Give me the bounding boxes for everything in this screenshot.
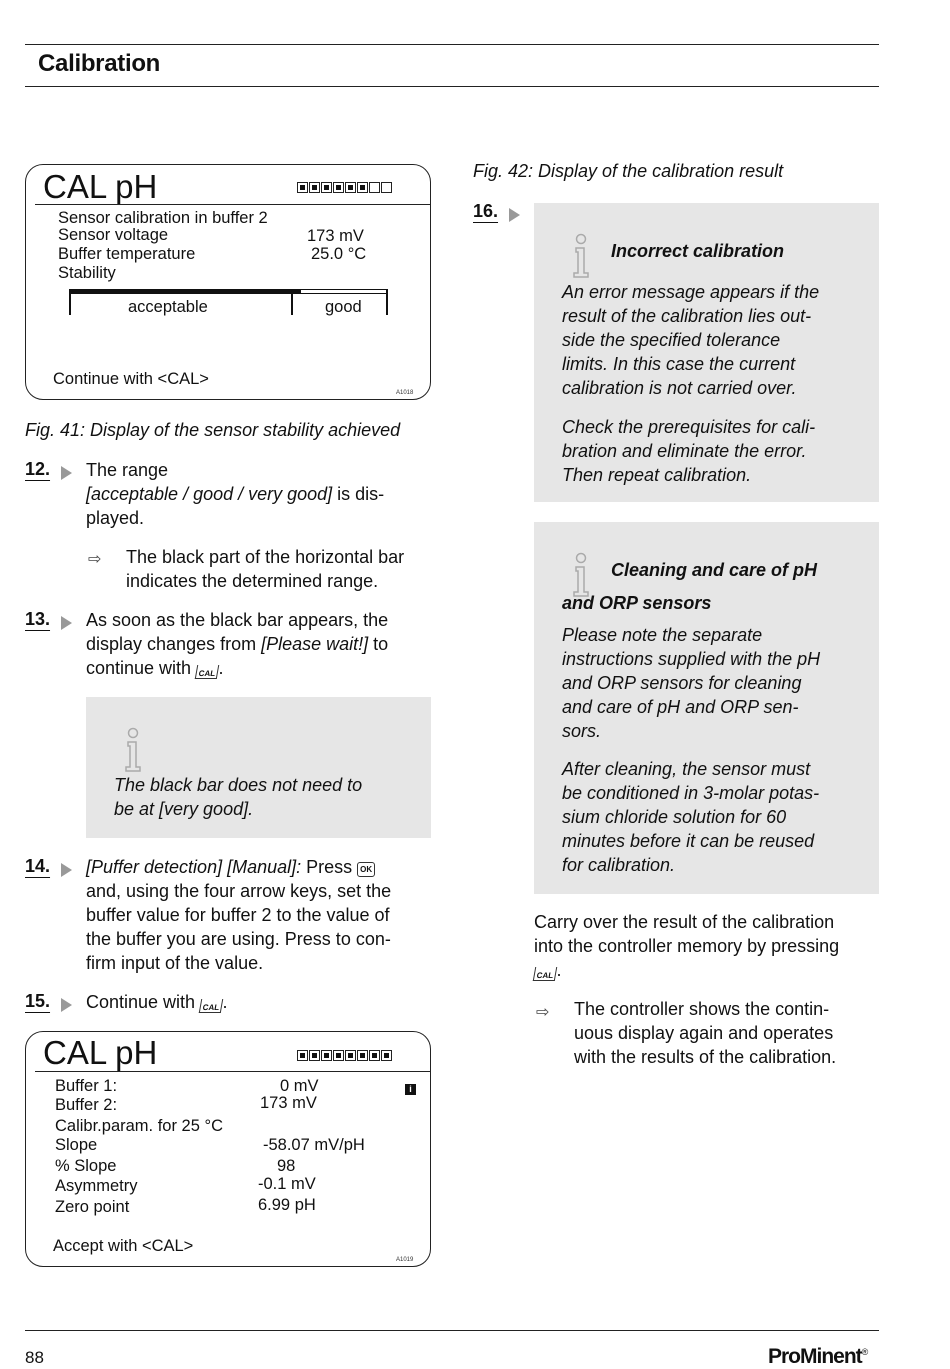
progress-segment <box>345 1050 356 1061</box>
step-14-line-4: the buffer you are using. Press to con- <box>86 929 391 949</box>
note-incorrect-para2 <box>562 415 815 487</box>
note-incorrect-p1-line-3: side the specified tolerance <box>562 330 781 350</box>
step-13-text <box>86 608 431 680</box>
triangle-right-icon <box>509 208 520 222</box>
lcd-label-buffer1: Buffer 1: <box>55 1077 118 1095</box>
lcd-footer-continue: Continue with <CAL> <box>53 370 209 388</box>
carry-over-result <box>574 997 836 1069</box>
range-label-good: good <box>325 298 362 316</box>
header-top-rule <box>25 44 879 45</box>
note-cleaning-p1-line-5: sors. <box>562 721 602 741</box>
figure-code: A1019 <box>396 1257 414 1263</box>
carry-over-result-line-3: with the results of the calibration. <box>574 1047 837 1067</box>
step-15-text: Continue with CAL . <box>86 992 228 1012</box>
range-label-acceptable: acceptable <box>128 298 208 316</box>
step-14-line-5: firm input of the value. <box>86 953 264 973</box>
stability-bar <box>69 289 387 316</box>
lcd-title: CAL pH <box>43 1034 158 1071</box>
step-number-16: 16. <box>473 201 499 221</box>
lcd-line-buffer-temperature: Buffer temperature <box>58 245 196 263</box>
progress-segment <box>357 1050 368 1061</box>
note-cleaning-p2-line-3: sium chloride solution for 60 <box>562 807 787 827</box>
step-12-line-1: The range <box>86 460 169 480</box>
step-12-result-line-1: The black part of the horizontal bar <box>126 547 405 567</box>
triangle-right-icon <box>61 863 72 877</box>
lcd-display-fig41 <box>25 164 431 400</box>
note-black-bar-text <box>114 773 362 821</box>
step-12-text <box>86 458 431 530</box>
step-13-line-2: display changes from [Please wait!] to <box>86 634 389 654</box>
note-cleaning-p1-line-3: and ORP sensors for cleaning <box>562 673 802 693</box>
step-number-15: 15. <box>25 991 51 1011</box>
note-incorrect-p2-line-1: Check the prerequisites for cali- <box>562 417 816 437</box>
carry-over-result-line-1: The controller shows the contin- <box>574 999 830 1019</box>
carry-over-result-line-2: uous display again and operates <box>574 1023 834 1043</box>
step-number-14: 14. <box>25 856 51 876</box>
cal-key-icon: CAL <box>199 999 224 1013</box>
note-black-bar-line-1: The black bar does not need to <box>114 775 363 795</box>
step-12-result <box>126 545 404 593</box>
progress-segment <box>381 182 392 193</box>
page-number: 88 <box>25 1348 44 1367</box>
cal-key-icon: CAL <box>533 967 558 981</box>
lcd-label-zero-point: Zero point <box>55 1198 130 1216</box>
step-13-line-3-text: continue with <box>86 658 192 678</box>
step-12-line-3: played. <box>86 508 145 528</box>
carry-over-text <box>534 910 879 982</box>
note-cleaning-p1-line-2: instructions supplied with the pH <box>562 649 821 669</box>
progress-segment <box>381 1050 392 1061</box>
result-arrow-icon: ⇨ <box>536 1004 550 1021</box>
step-14-text <box>86 855 431 975</box>
carry-over-line-2: into the controller memory by pressing <box>534 936 840 956</box>
lcd-label-percent-slope: % Slope <box>55 1157 117 1175</box>
note-incorrect-p1-line-1: An error message appears if the <box>562 282 820 302</box>
stability-bar-right-tick <box>386 289 388 315</box>
note-cleaning-p2-line-4: minutes before it can be reused <box>562 831 815 851</box>
progress-segments <box>297 182 393 193</box>
note-incorrect-p1-line-2: result of the calibration lies out- <box>562 306 812 326</box>
stability-bar-outline <box>69 289 387 294</box>
lcd-value-slope: -58.07 mV/pH <box>263 1136 365 1154</box>
lcd-value-zero-point: 6.99 pH <box>258 1196 316 1214</box>
note-incorrect-p1-line-5: calibration is not carried over. <box>562 378 797 398</box>
note-cleaning-p1-line-1: Please note the separate <box>562 625 763 645</box>
lcd-info-icon: i <box>405 1084 416 1095</box>
logo-pro: Pro <box>768 1345 801 1368</box>
lcd-value-asymmetry: -0.1 mV <box>258 1175 316 1193</box>
progress-segment <box>345 182 356 193</box>
progress-segment <box>333 1050 344 1061</box>
ok-key-icon: OK <box>357 862 375 877</box>
fig42-caption: Fig. 42: Display of the calibration result <box>473 161 784 181</box>
carry-over-line-3: CAL . <box>534 958 879 982</box>
header-bottom-rule <box>25 86 879 87</box>
progress-segment <box>357 182 368 193</box>
step-number-12: 12. <box>25 459 51 479</box>
note-incorrect-p2-line-3: Then repeat calibration. <box>562 465 752 485</box>
lcd-value-temperature: 25.0 °C <box>311 245 367 263</box>
figure-code: A1018 <box>396 390 414 396</box>
note-incorrect-p2-line-2: bration and eliminate the error. <box>562 441 807 461</box>
lcd-title: CAL pH <box>43 168 158 205</box>
lcd-line-stability: Stability <box>58 264 116 282</box>
info-i-icon <box>570 552 592 598</box>
step-number-13: 13. <box>25 609 51 629</box>
logo-registered-mark: ® <box>861 1347 868 1357</box>
triangle-right-icon <box>61 998 72 1012</box>
lcd-value-voltage: 173 mV <box>307 227 364 245</box>
triangle-right-icon <box>61 616 72 630</box>
lcd-label-asymmetry: Asymmetry <box>55 1177 138 1195</box>
lcd-footer-accept: Accept with <CAL> <box>53 1237 194 1255</box>
footer-rule <box>25 1330 879 1331</box>
progress-segment <box>321 1050 332 1061</box>
progress-segment <box>309 1050 320 1061</box>
page-header-title: Calibration <box>38 50 161 77</box>
lcd-line-sensor-voltage: Sensor voltage <box>58 226 169 244</box>
progress-segment <box>297 182 308 193</box>
carry-over-line-1: Carry over the result of the calibration <box>534 912 835 932</box>
lcd-value-buffer2: 173 mV <box>260 1094 317 1112</box>
lcd-display-fig42 <box>25 1031 431 1267</box>
step-14-line-2: and, using the four arrow keys, set the <box>86 881 392 901</box>
progress-segments <box>297 1050 393 1061</box>
stability-bar-divider <box>291 289 293 315</box>
note-black-bar-line-2: be at [very good]. <box>114 799 254 819</box>
note-cleaning-p1-line-4: and care of pH and ORP sen- <box>562 697 799 717</box>
progress-segment <box>321 182 332 193</box>
step-14-line-1-text: [Puffer detection] [Manual]: Press <box>86 857 353 877</box>
note-incorrect-calibration <box>534 203 879 502</box>
lcd-title-rule <box>35 204 431 205</box>
step-14-line-3: buffer value for buffer 2 to the value of <box>86 905 390 925</box>
lcd-value-percent-slope: 98 <box>277 1157 296 1175</box>
note-black-bar <box>86 697 431 838</box>
triangle-right-icon <box>61 466 72 480</box>
lcd-label-buffer2: Buffer 2: <box>55 1096 118 1114</box>
progress-segment <box>333 182 344 193</box>
lcd-label-calibr-param: Calibr.param. for 25 °C <box>55 1117 223 1135</box>
info-i-icon <box>570 233 592 279</box>
step-13-line-3: continue with CAL . <box>86 658 224 678</box>
note-cleaning-para2 <box>562 757 819 877</box>
note-incorrect-title: Incorrect calibration <box>611 241 785 261</box>
note-cleaning-p2-line-5: for calibration. <box>562 855 676 875</box>
note-incorrect-p1-line-4: limits. In this case the current <box>562 354 796 374</box>
lcd-title-rule <box>35 1071 431 1072</box>
step-12-line-2: [acceptable / good / very good] is dis- <box>86 484 385 504</box>
note-cleaning-p2-line-1: After cleaning, the sensor must <box>562 759 811 779</box>
logo-minent: Minent <box>800 1345 862 1368</box>
step-15-line-1: Continue with <box>86 992 196 1012</box>
result-arrow-icon: ⇨ <box>88 551 102 568</box>
progress-segment <box>369 1050 380 1061</box>
lcd-line-sensor-calibration: Sensor calibration in buffer 2 <box>58 209 268 227</box>
note-incorrect-para1 <box>562 280 819 400</box>
progress-segment <box>369 182 380 193</box>
note-cleaning-care <box>534 522 879 894</box>
step-13-line-1: As soon as the black bar appears, the <box>86 610 389 630</box>
info-i-icon <box>122 727 144 773</box>
step-12-result-line-2: indicates the determined range. <box>126 571 379 591</box>
note-cleaning-para1 <box>562 623 820 743</box>
progress-segment <box>297 1050 308 1061</box>
step-14-line-1 <box>86 855 431 879</box>
note-cleaning-p2-line-2: be conditioned in 3-molar potas- <box>562 783 820 803</box>
fig41-caption: Fig. 41: Display of the sensor stability achieved <box>25 420 401 440</box>
lcd-value-buffer1: 0 mV <box>280 1077 319 1095</box>
note-cleaning-title-line1: Cleaning and care of pH <box>611 560 818 580</box>
cal-key-icon: CAL <box>195 665 220 679</box>
progress-segment <box>309 182 320 193</box>
prominent-logo <box>768 1345 867 1369</box>
note-cleaning-title-line2: and ORP sensors <box>562 593 712 613</box>
lcd-label-slope: Slope <box>55 1136 98 1154</box>
